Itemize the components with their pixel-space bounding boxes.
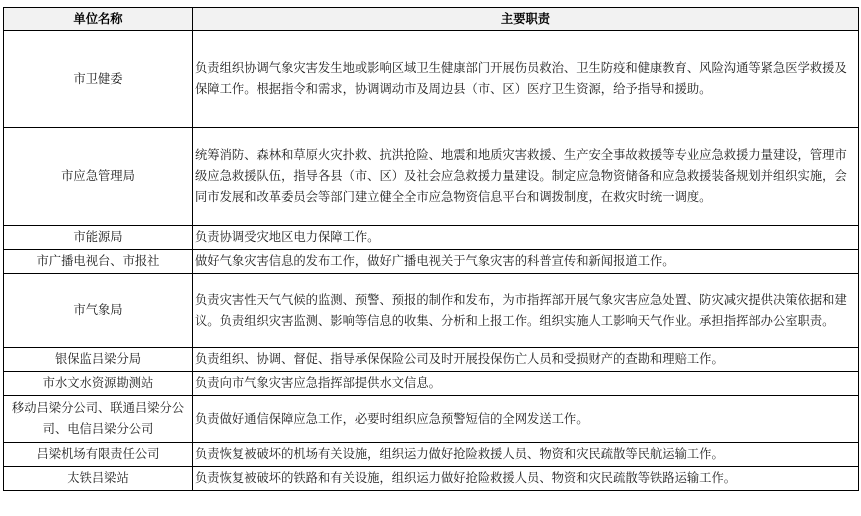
table-row — [4, 226, 859, 250]
table-row — [4, 467, 859, 491]
duty-cell: 统筹消防、森林和草原火灾扑救、抗洪抢险、地震和地质灾害救援、生产安全事故救援等专业应急救援力量建设，管理市级应急救援队伍，指导各县（市、区）及社会应急救援力量建设。制定应急物资储备和应急救援装备规划并组织实施，会同市发展和改革委员会等部门建立健全全市应急物资信息平台和调拨制度，在救灾时统一调度。 — [193, 128, 859, 226]
unit-name-cell: 移动吕梁分公司、联通吕梁分公司、电信吕梁分公司 — [4, 396, 193, 443]
header-main-duties: 主要职责 — [193, 8, 859, 31]
duty-cell: 负责向市气象灾害应急指挥部提供水文信息。 — [193, 372, 859, 396]
unit-name-cell: 市应急管理局 — [4, 128, 193, 226]
table-row — [4, 396, 859, 443]
unit-name-cell: 市气象局 — [4, 274, 193, 348]
unit-name-cell: 吕梁机场有限责任公司 — [4, 443, 193, 467]
duty-cell: 负责协调受灾地区电力保障工作。 — [193, 226, 859, 250]
unit-name-cell: 市水文水资源勘测站 — [4, 372, 193, 396]
table-row — [4, 274, 859, 348]
duty-cell: 负责组织协调气象灾害发生地或影响区域卫生健康部门开展伤员救治、卫生防疫和健康教育、风险沟通等紧急医学救援及保障工作。根据指令和需求，协调调动市及周边县（市、区）医疗卫生资源，给予指导和援助。 — [193, 31, 859, 128]
responsibilities-table — [3, 7, 859, 491]
duty-cell: 负责组织、协调、督促、指导承保保险公司及时开展投保伤亡人员和受损财产的查勘和理赔工作。 — [193, 348, 859, 372]
table-row — [4, 348, 859, 372]
table-header-row — [4, 8, 859, 31]
duty-cell: 负责做好通信保障应急工作，必要时组织应急预警短信的全网发送工作。 — [193, 396, 859, 443]
unit-name-cell: 太铁吕梁站 — [4, 467, 193, 491]
header-unit-name: 单位名称 — [4, 8, 193, 31]
table-row — [4, 443, 859, 467]
table-row — [4, 128, 859, 226]
duty-cell: 做好气象灾害信息的发布工作，做好广播电视关于气象灾害的科普宣传和新闻报道工作。 — [193, 250, 859, 274]
duty-cell: 负责灾害性天气气候的监测、预警、预报的制作和发布，为市指挥部开展气象灾害应急处置、防灾减灾提供决策依据和建议。负责组织灾害监测、影响等信息的收集、分析和上报工作。组织实施人工影响天气作业。承担指挥部办公室职责。 — [193, 274, 859, 348]
unit-name-cell: 市广播电视台、市报社 — [4, 250, 193, 274]
unit-name-cell: 市能源局 — [4, 226, 193, 250]
unit-name-cell: 银保监吕梁分局 — [4, 348, 193, 372]
table-row — [4, 250, 859, 274]
unit-name-cell: 市卫健委 — [4, 31, 193, 128]
duty-cell: 负责恢复被破坏的机场有关设施，组织运力做好抢险救援人员、物资和灾民疏散等民航运输工作。 — [193, 443, 859, 467]
table-row — [4, 31, 859, 128]
duty-cell: 负责恢复被破坏的铁路和有关设施，组织运力做好抢险救援人员、物资和灾民疏散等铁路运输工作。 — [193, 467, 859, 491]
table-row — [4, 372, 859, 396]
